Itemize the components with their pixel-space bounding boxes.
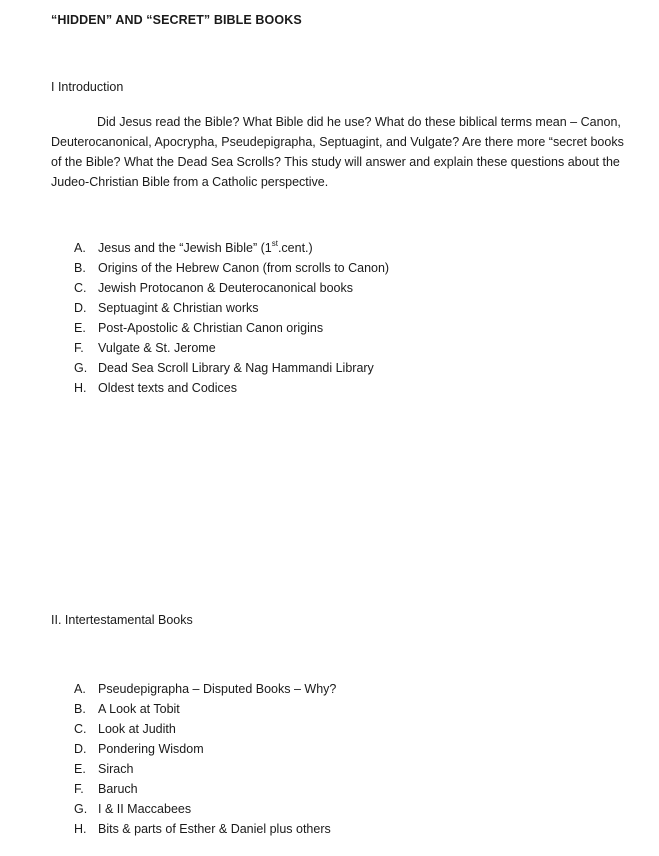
item-letter: H. [74,381,87,395]
item-letter: C. [74,281,87,295]
item-letter: F. [74,341,84,355]
item-letter: F. [74,782,84,796]
paragraph-line: Judeo-Christian Bible from a Catholic perspective. [51,175,329,189]
item-text: Vulgate & St. Jerome [98,341,216,355]
item-text: I & II Maccabees [98,802,192,816]
item-superscript: st [271,239,278,248]
item-text: Sirach [98,762,134,776]
item-text: Origins of the Hebrew Canon (from scrolls to Canon) [98,261,390,275]
item-letter: E. [74,321,86,335]
item-letter: G. [74,361,88,375]
item-text: Post-Apostolic & Christian Canon origins [98,321,324,335]
item-text: A Look at Tobit [98,702,180,716]
item-text: Look at Judith [98,722,176,736]
item-text: Dead Sea Scroll Library & Nag Hammandi Library [98,361,374,375]
item-text-part: .cent.) [277,241,313,255]
document-title: “HIDDEN” AND “SECRET” BIBLE BOOKS [51,13,302,27]
item-letter: D. [74,742,87,756]
item-letter: A. [74,241,86,255]
item-letter: G. [74,802,88,816]
item-letter: A. [74,682,86,696]
paragraph-line: Deuterocanonical, Apocrypha, Pseudepigrapha, Septuagint, and Vulgate? Are there more “secret books [51,135,624,149]
introduction-paragraph [51,112,646,192]
item-text: Bits & parts of Esther & Daniel plus others [98,822,331,836]
item-letter: B. [74,261,86,275]
item-text: Baruch [98,782,138,796]
item-text: Pseudepigrapha – Disputed Books – Why? [98,682,337,696]
paragraph-line: Did Jesus read the Bible? What Bible did he use? What do these biblical terms mean – Canon, [97,115,621,129]
section-heading-introduction: I Introduction [51,80,124,94]
item-letter: H. [74,822,87,836]
item-text-part: Jesus and the “Jewish Bible” (1 [98,241,272,255]
item-letter: C. [74,722,87,736]
item-text: Pondering Wisdom [98,742,204,756]
item-text [98,238,313,258]
section-heading-intertestamental: II. Intertestamental Books [51,613,193,627]
item-letter: D. [74,301,87,315]
item-letter: B. [74,702,86,716]
item-text: Oldest texts and Codices [98,381,237,395]
item-text: Septuagint & Christian works [98,301,259,315]
item-letter: E. [74,762,86,776]
item-text: Jewish Protocanon & Deuterocanonical books [98,281,354,295]
paragraph-line: of the Bible? What the Dead Sea Scrolls? This study will answer and explain these questions about the [51,155,620,169]
